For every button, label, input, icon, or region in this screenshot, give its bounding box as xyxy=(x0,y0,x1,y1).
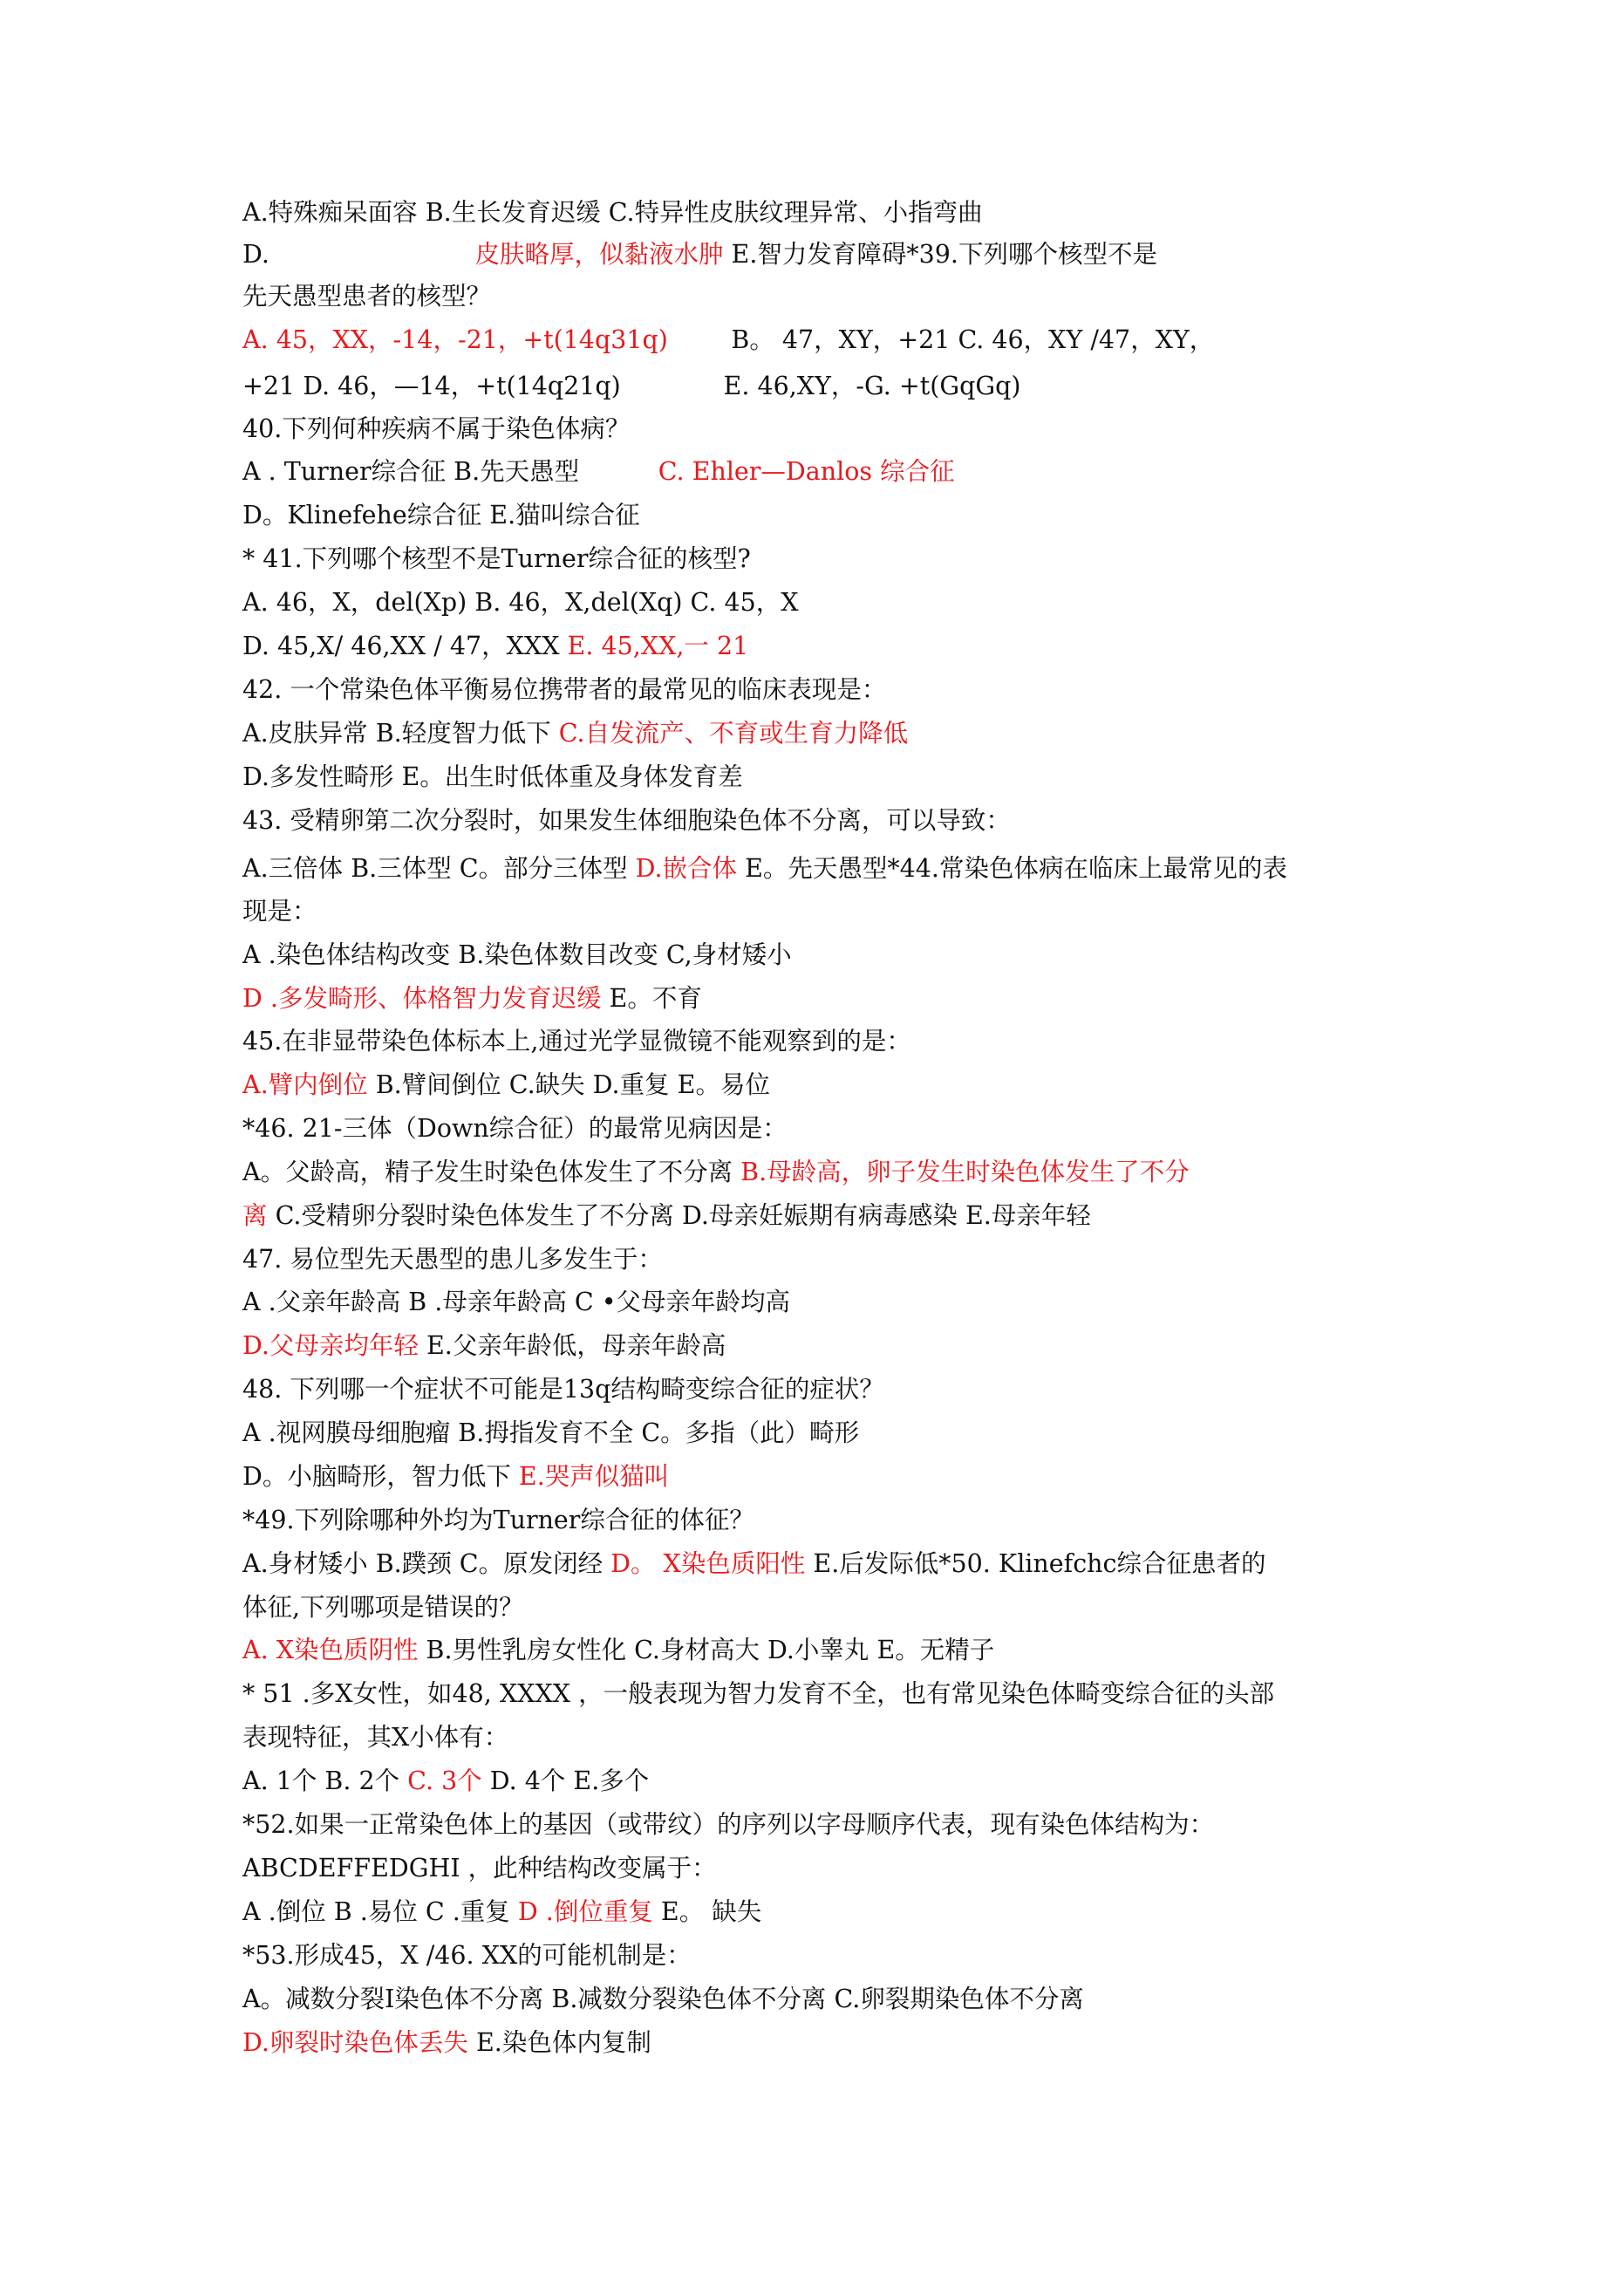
line-segment xyxy=(269,240,475,269)
line-segment: 表现特征，其X小体有： xyxy=(242,1723,509,1752)
text-line xyxy=(242,581,1429,625)
text-line xyxy=(242,233,1429,277)
line-segment: A.特殊痴呆面容 B.生长发育迟缓 C.特异性皮肤纹理异常、小指弯曲 xyxy=(242,198,983,227)
line-segment: * 41.下列哪个核型不是Turner综合征的核型? xyxy=(242,544,751,573)
line-segment: 43. 受精卵第二次分裂时，如果发生体细胞染色体不分离，可以导致： xyxy=(242,806,1011,835)
answer-highlight: C.自发流产、不育或生育力降低 xyxy=(558,719,909,748)
text-line xyxy=(242,1455,1429,1499)
text-line xyxy=(242,1194,1429,1238)
text-line xyxy=(242,537,1429,581)
text-line xyxy=(242,1107,1429,1151)
line-segment: E。先天愚型*44.常染色体病在临床上最常见的表 xyxy=(737,854,1287,883)
text-line xyxy=(242,799,1429,843)
line-segment: E。不育 xyxy=(601,984,702,1013)
text-line xyxy=(242,1151,1429,1194)
text-line xyxy=(242,1803,1429,1847)
line-segment: E.父亲年龄低，母亲年龄高 xyxy=(418,1331,726,1360)
line-segment: A . Turner综合征 B.先天愚型 xyxy=(242,457,658,486)
text-line xyxy=(242,1368,1429,1411)
line-segment: A。父龄高，精子发生时染色体发生了不分离 xyxy=(242,1158,741,1186)
line-segment: *52.如果一正常染色体上的基因（或带纹）的序列以字母顺序代表，现有染色体结构为： xyxy=(242,1810,1215,1839)
text-line xyxy=(242,1542,1429,1586)
answer-highlight: 皮肤略厚，似黏液水肿 xyxy=(474,240,724,269)
answer-highlight: D .倒位重复 xyxy=(517,1897,653,1926)
text-line xyxy=(242,365,1429,408)
line-segment: A .倒位 B .易位 C .重复 xyxy=(242,1897,518,1926)
line-segment: 先天愚型患者的核型？ xyxy=(242,282,492,311)
text-line xyxy=(242,1324,1429,1368)
answer-highlight: A. 45，XX，-14，-21，+t(14q31q) xyxy=(242,325,668,354)
line-segment: D。Klinefehe综合征 E.猫叫综合征 xyxy=(242,501,640,530)
line-segment: D。小脑畸形，智力低下 xyxy=(242,1462,519,1491)
line-segment: D. 4个 E.多个 xyxy=(481,1766,650,1795)
answer-highlight: D。 X染色质阳性 xyxy=(610,1549,806,1578)
text-line xyxy=(242,1672,1429,1716)
line-segment: 45.在非显带染色体标本上,通过光学显微镜不能观察到的是： xyxy=(242,1027,911,1056)
answer-highlight: D .多发畸形、体格智力发育迟缓 xyxy=(242,984,602,1013)
text-line xyxy=(242,1238,1429,1281)
text-line xyxy=(242,1847,1429,1890)
line-segment: A.皮肤异常 B.轻度智力低下 xyxy=(242,719,559,748)
line-segment: A。减数分裂I染色体不分离 B.减数分裂染色体不分离 C.卵裂期染色体不分离 xyxy=(242,1985,1084,2013)
line-segment: E.智力发育障碍*39.下列哪个核型不是 xyxy=(723,240,1157,269)
text-line xyxy=(242,625,1429,668)
text-line xyxy=(242,1020,1429,1063)
answer-highlight: 离 xyxy=(242,1201,268,1230)
text-line xyxy=(242,1411,1429,1455)
text-line xyxy=(242,1063,1429,1107)
line-segment: B。 47，XY，+21 C. 46，XY /47，XY， xyxy=(667,325,1215,354)
answer-highlight: E.哭声似猫叫 xyxy=(518,1462,670,1491)
text-line xyxy=(242,977,1429,1021)
line-segment: ABCDEFFEDGHI ，此种结构改变属于： xyxy=(242,1854,717,1883)
answer-highlight: A.臂内倒位 xyxy=(242,1070,368,1099)
line-segment: D.多发性畸形 E。出生时低体重及身体发育差 xyxy=(242,762,743,791)
answer-highlight: E. 45,XX,一 21 xyxy=(567,632,749,660)
line-segment: A. 46，X，del(Xp) B. 46，X,del(Xq) C. 45，X xyxy=(242,588,799,617)
line-segment: D. 45,X/ 46,XX / 47，XXX xyxy=(242,632,568,660)
text-line xyxy=(242,1760,1429,1803)
text-line xyxy=(242,191,1429,235)
text-line xyxy=(242,450,1429,494)
text-line xyxy=(242,407,1429,451)
line-segment: D. xyxy=(242,240,269,269)
text-line xyxy=(242,668,1429,712)
text-line xyxy=(242,1629,1429,1672)
line-segment: * 51 .多X女性，如48, XXXX ，一般表现为智力发育不全，也有常见染色体畸变综合征的头部 xyxy=(242,1679,1275,1708)
line-segment: A.身材矮小 B.蹼颈 C。原发闭经 xyxy=(242,1549,611,1578)
line-segment: B.男性乳房女性化 C.身材高大 D.小睾丸 E。无精子 xyxy=(418,1636,995,1664)
answer-highlight: A. X染色质阴性 xyxy=(242,1636,419,1664)
line-segment: A.三倍体 B.三体型 C。部分三体型 xyxy=(242,854,636,883)
text-line xyxy=(242,318,1429,362)
answer-highlight: B.母龄高，卵子发生时染色体发生了不分 xyxy=(740,1158,1190,1186)
text-line xyxy=(242,275,1429,318)
text-line xyxy=(242,1978,1429,2021)
line-segment: *49.下列除哪种外均为Turner综合征的体征？ xyxy=(242,1506,754,1534)
text-line xyxy=(242,1586,1429,1630)
line-segment: *53.形成45，X /46. XX的可能机制是： xyxy=(242,1941,692,1970)
line-segment: 现是： xyxy=(242,897,317,926)
text-line xyxy=(242,1281,1429,1324)
line-segment: E.染色体内复制 xyxy=(467,2028,651,2057)
text-line xyxy=(242,1890,1429,1934)
text-line xyxy=(242,1934,1429,1978)
answer-highlight: C. 3个 xyxy=(407,1766,482,1795)
text-line xyxy=(242,847,1429,891)
text-line xyxy=(242,1499,1429,1542)
answer-highlight: C. Ehler—Danlos 综合征 xyxy=(658,457,955,486)
line-segment: E。 缺失 xyxy=(652,1897,762,1926)
line-segment: A. 1个 B. 2个 xyxy=(242,1766,408,1795)
line-segment: B.臂间倒位 C.缺失 D.重复 E。易位 xyxy=(367,1070,770,1099)
line-segment: 体征,下列哪项是错误的？ xyxy=(242,1593,524,1622)
line-segment: 47. 易位型先天愚型的患儿多发生于： xyxy=(242,1245,663,1274)
text-line xyxy=(242,712,1429,755)
answer-highlight: D.卵裂时染色体丢失 xyxy=(242,2028,468,2057)
line-segment: A .父亲年龄高 B .母亲年龄高 C •父母亲年龄均高 xyxy=(242,1288,791,1316)
line-segment: A .视网膜母细胞瘤 B.拇指发育不全 C。多指（此）畸形 xyxy=(242,1418,860,1447)
text-line xyxy=(242,494,1429,537)
line-segment: 48. 下列哪一个症状不可能是13q结构畸变综合征的症状？ xyxy=(242,1375,884,1404)
line-segment: *46. 21-三体（Down综合征）的最常见病因是： xyxy=(242,1114,788,1143)
line-segment: 42. 一个常染色体平衡易位携带者的最常见的临床表现是： xyxy=(242,675,887,704)
answer-highlight: D.嵌合体 xyxy=(635,854,738,883)
text-line xyxy=(242,933,1429,977)
line-segment: A .染色体结构改变 B.染色体数目改变 C,身材矮小 xyxy=(242,940,792,969)
line-segment: +21 D. 46，—14，+t(14q21q) E. 46,XY，-G. +t(GqGq) xyxy=(242,372,1021,400)
text-line xyxy=(242,1716,1429,1760)
line-segment: E.后发际低*50. Klinefchc综合征患者的 xyxy=(805,1549,1266,1578)
text-line xyxy=(242,890,1429,933)
text-line xyxy=(242,2021,1429,2065)
answer-highlight: D.父母亲均年轻 xyxy=(242,1331,419,1360)
line-segment: C.受精卵分裂时染色体发生了不分离 D.母亲妊娠期有病毒感染 E.母亲年轻 xyxy=(267,1201,1091,1230)
line-segment: 40.下列何种疾病不属于染色体病？ xyxy=(242,414,631,443)
text-line xyxy=(242,755,1429,799)
